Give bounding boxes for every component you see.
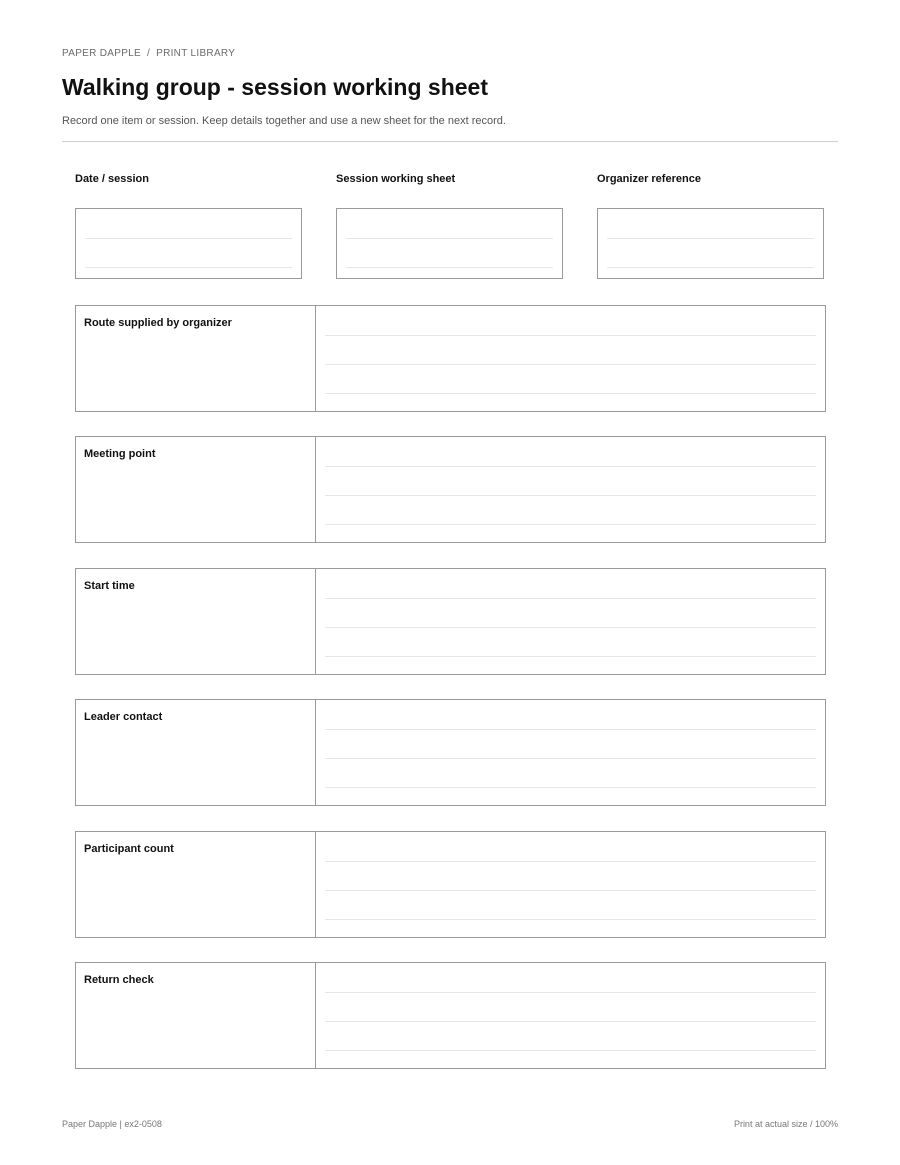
- breadcrumb-item-paper-dapple[interactable]: PAPER DAPPLE: [62, 48, 142, 59]
- writing-line: [325, 992, 816, 993]
- writing-line: [325, 466, 816, 467]
- writing-line: [346, 267, 553, 268]
- writing-line: [607, 238, 814, 239]
- writing-line: [325, 335, 816, 336]
- writing-line: [325, 729, 816, 730]
- writing-line: [325, 524, 816, 525]
- writing-line: [85, 267, 292, 268]
- header-divider: [62, 141, 838, 142]
- section-route-supplied-by-organizer: [75, 305, 826, 412]
- writing-line: [325, 364, 816, 365]
- section-start-time: [75, 568, 826, 675]
- writing-line: [325, 758, 816, 759]
- writing-line: [325, 495, 816, 496]
- writing-line: [325, 1021, 816, 1022]
- section-label-cell: [76, 700, 316, 805]
- section-label: Start time: [84, 580, 135, 592]
- writing-line: [325, 598, 816, 599]
- section-label: Leader contact: [84, 711, 163, 723]
- writing-line: [85, 238, 292, 239]
- section-label-cell: [76, 963, 316, 1068]
- breadcrumb: [62, 48, 235, 59]
- footer-print-note: Print at actual size / 100%: [733, 1119, 838, 1129]
- writing-line: [325, 787, 816, 788]
- writing-line: [325, 656, 816, 657]
- breadcrumb-item-print-library[interactable]: PRINT LIBRARY: [156, 48, 236, 59]
- footer-document-id: Paper Dapple | ex2-0508: [62, 1119, 162, 1129]
- field-label-date-session: Date / session: [75, 173, 149, 185]
- section-label-cell: [76, 832, 316, 937]
- writing-line: [325, 1050, 816, 1051]
- section-label: Participant count: [84, 843, 174, 855]
- section-label-cell: [76, 306, 316, 411]
- section-meeting-point: [75, 436, 826, 543]
- section-participant-count: [75, 831, 826, 938]
- writing-line: [325, 627, 816, 628]
- writing-line: [325, 393, 816, 394]
- writing-line: [607, 267, 814, 268]
- section-return-check: [75, 962, 826, 1069]
- section-label-cell: [76, 569, 316, 674]
- section-label: Route supplied by organizer: [84, 317, 232, 329]
- section-label: Return check: [84, 974, 154, 986]
- section-label-cell: [76, 437, 316, 542]
- page-subtitle: Record one item or session. Keep details together and use a new sheet for the next record.: [62, 115, 506, 127]
- field-box-date-session[interactable]: [75, 208, 302, 279]
- writing-line: [325, 890, 816, 891]
- page-title: Walking group - session working sheet: [62, 74, 488, 100]
- section-leader-contact: [75, 699, 826, 806]
- breadcrumb-separator: /: [147, 48, 151, 59]
- section-label: Meeting point: [84, 448, 156, 460]
- writing-line: [325, 919, 816, 920]
- field-box-session-working-sheet[interactable]: [336, 208, 563, 279]
- writing-line: [325, 861, 816, 862]
- writing-line: [346, 238, 553, 239]
- field-label-organizer-reference: Organizer reference: [597, 173, 701, 185]
- field-label-session-working-sheet: Session working sheet: [336, 173, 456, 185]
- field-box-organizer-reference[interactable]: [597, 208, 824, 279]
